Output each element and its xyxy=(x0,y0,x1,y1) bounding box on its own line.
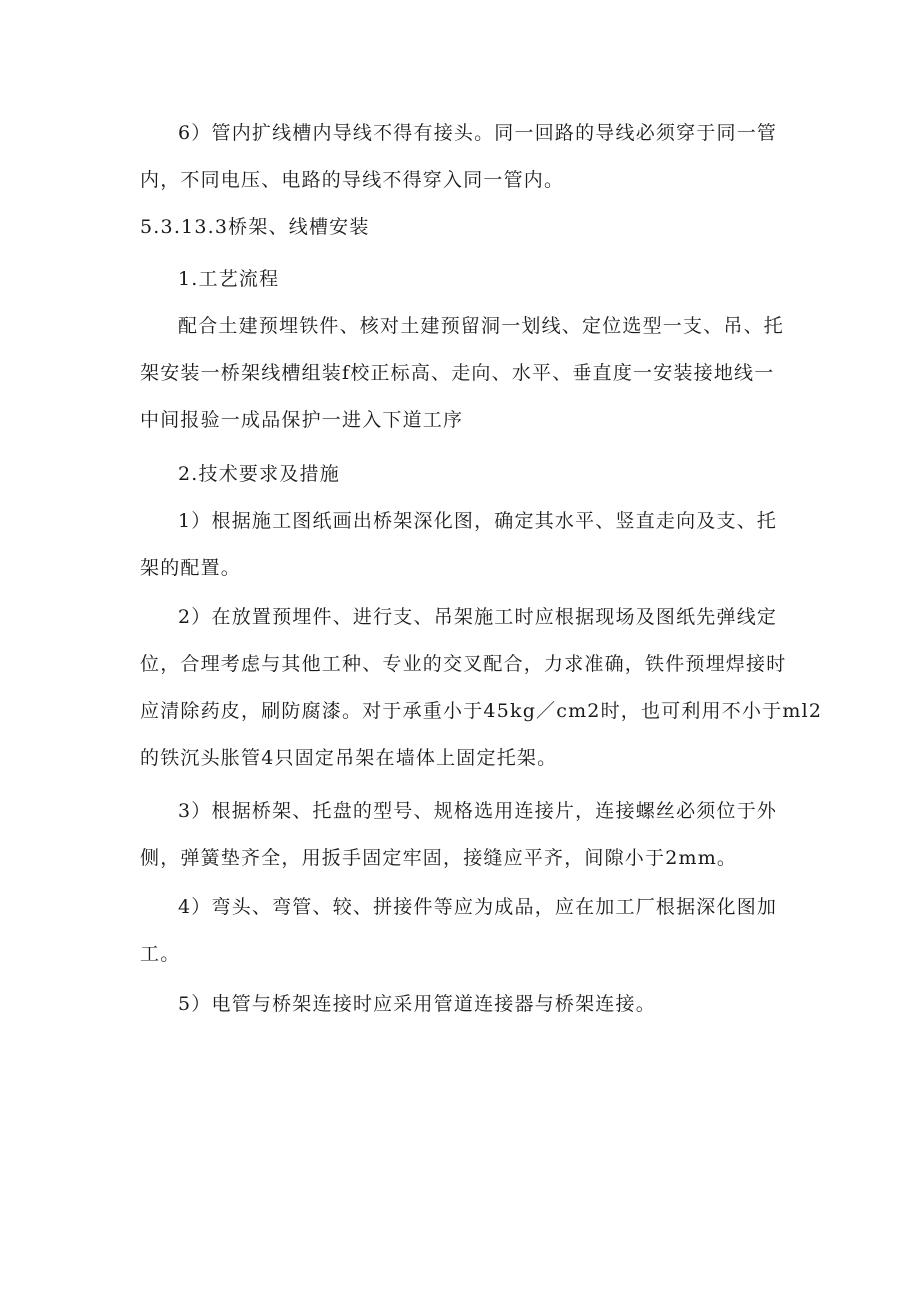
text-line: 架的配置。 xyxy=(140,557,242,579)
text-line: 5.3.13.3桥架、线槽安装 xyxy=(140,216,370,238)
text-line: 配合土建预埋铁件、核对土建预留洞一划线、定位选型一支、吊、托 xyxy=(178,315,785,337)
text-line: 2）在放置预埋件、进行支、吊架施工时应根据现场及图纸先弹线定 xyxy=(178,606,778,628)
requirement-item-3 xyxy=(140,788,777,882)
requirement-item-2 xyxy=(140,594,822,782)
text-line: 内，不同电压、电路的导线不得穿入同一管内。 xyxy=(140,169,565,191)
text-line: 侧，弹簧垫齐全，用扳手固定牢固，接缝应平齐，间隙小于2mm。 xyxy=(140,847,738,869)
text-line: 的铁沉头胀管4只固定吊架在墙体上固定托架。 xyxy=(140,747,558,769)
subheading-process-flow xyxy=(178,256,279,303)
text-line: 3）根据桥架、托盘的型号、规格选用连接片，连接螺丝必须位于外 xyxy=(178,800,778,822)
requirement-item-4 xyxy=(140,884,777,978)
text-line: 2.技术要求及措施 xyxy=(178,463,340,485)
text-line: 位，合理考虑与其他工种、专业的交叉配合，力求准确，铁件预埋焊接时 xyxy=(140,653,787,675)
paragraph-item-6 xyxy=(140,110,777,204)
text-line: 1）根据施工图纸画出桥架深化图，确定其水平、竖直走向及支、托 xyxy=(178,510,778,532)
text-line: 6）管内扩线槽内导线不得有接头。同一回路的导线必须穿于同一管 xyxy=(178,122,778,144)
text-line: 架安装一桥架线槽组装f校正标高、走向、水平、垂直度一安装接地线一 xyxy=(140,362,775,384)
text-line: 工。 xyxy=(140,943,181,965)
subheading-technical-requirements xyxy=(178,451,340,498)
text-line: 中间报验一成品保护一进入下道工序 xyxy=(140,409,464,431)
requirement-item-5 xyxy=(140,981,656,1028)
process-flow-text xyxy=(140,303,784,444)
text-line: 1.工艺流程 xyxy=(178,268,280,290)
text-line: 5）电管与桥架连接时应采用管道连接器与桥架连接。 xyxy=(178,993,656,1015)
text-line: 4）弯头、弯管、较、拼接件等应为成品，应在加工厂根据深化图加 xyxy=(178,896,778,918)
requirement-item-1 xyxy=(140,498,777,592)
text-line: 应清除药皮，刷防腐漆。对于承重小于45kg／cm2时，也可利用不小于ml2 xyxy=(140,700,823,722)
section-heading xyxy=(140,204,370,251)
